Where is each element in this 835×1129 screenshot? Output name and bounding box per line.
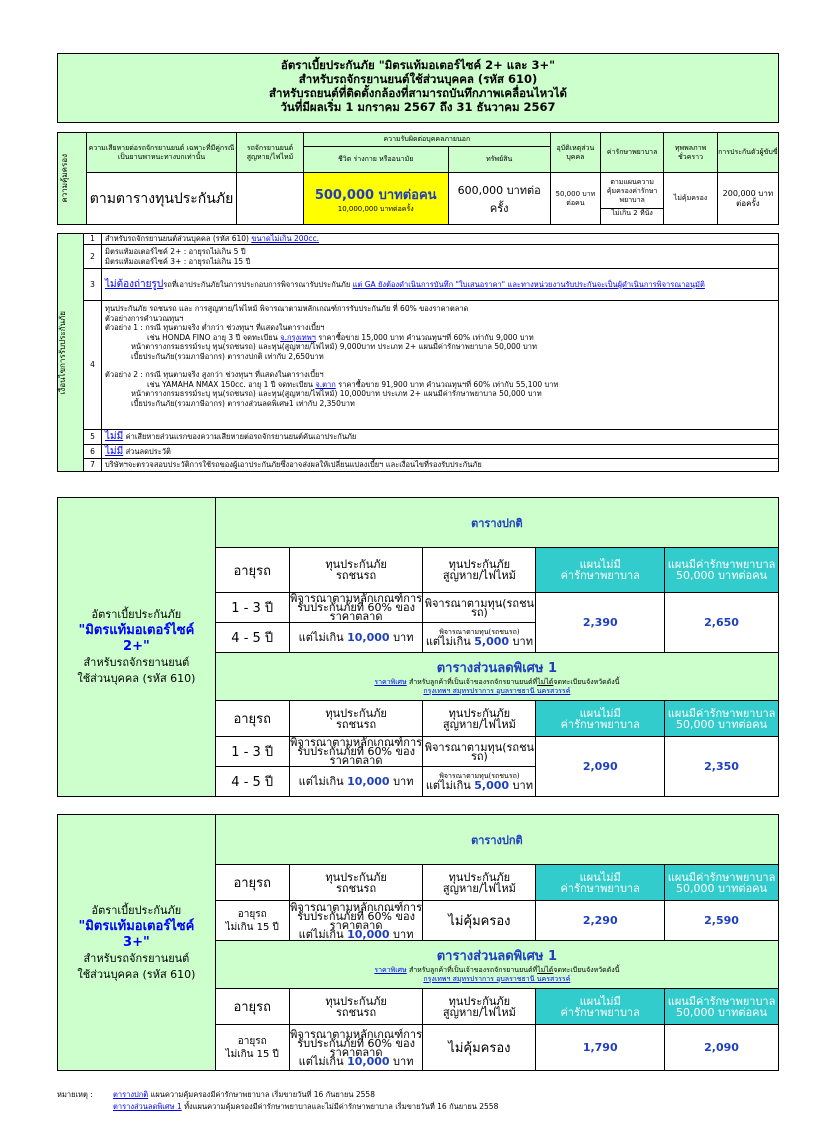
plan2-discount-header: ตารางส่วนลดพิเศษ 1 ราคาพิเศษ สำหรับลูกค้าที่เป็นเจ้าของรถจักรยานยนต์ที่ไม่ได้จดทะเบียนจังหวัดดังนี้ กรุงเทพฯ สมุทรปราการ อุบลราชธานี นครสวรรค์ xyxy=(215,653,778,701)
cap-collision: แต่ไม่เกิน 10,000 บาท xyxy=(289,767,423,797)
coverage-col3-head: ความรับผิดต่อบุคคลภายนอก xyxy=(303,133,550,147)
criteria-theft-fire: พิจารณาตามทุน(รถชนรถ) xyxy=(423,593,536,623)
discount-price-medical: 2,350 xyxy=(665,737,779,797)
coverage-bail-bond: 200,000 บาทต่อครั้ง xyxy=(717,173,778,225)
head-sum-theft-fire: ทุนประกันภัย สูญหาย/ไฟไหม้ xyxy=(423,989,536,1025)
plan3-rate-table xyxy=(57,814,779,1071)
coverage-col2-head: รถจักรยานยนต์ สูญหาย/ไฟไหม้ xyxy=(237,133,304,173)
condition-row-2: มิตรแท้มอเตอร์ไซค์ 2+ : อายุรถไม่เกิน 5 ปี มิตรแท้มอเตอร์ไซค์ 3+ : อายุรถไม่เกิน 15 ปี xyxy=(102,245,779,269)
coverage-third-party-life: 500,000 บาทต่อคน 10,000,000 บาทต่อครั้ง xyxy=(303,173,448,225)
head-plan-no-medical: แผนไม่มี ค่ารักษาพยาบาล xyxy=(536,548,665,593)
special-price-link[interactable]: ราคาพิเศษ xyxy=(374,678,407,686)
condition-row-4: ทุนประกันภัย รถชนรถ และ การสูญหาย/ไฟไหม้ พิจารณาตามหลักเกณฑ์การรับประกันภัย ที่ 60% ของราคาตลาด ตัวอย่างการคำนวณทุนฯ ตัวอย่าง 1 : กรณี ทุนตามจริง ต่ำกว่า ช่วงทุนฯ ที่แสดงในตารางเบี้ยฯ เช่น HONDA FINO อายุ 3 ปี จดทะเบียน จ.กรุงเทพฯ ราคาซื้อขาย 15,000 บาท คำนวณทุนฯที่ 60% เท่ากับ 9,000 บาท หน้าตารางกรมธรรม์ระบุ ทุน(รถชนรถ) และทุน(สูญหาย/ไฟไหม้) 9,000บาท ประเภท 2+ แผนมีค่ารักษาพยาบาล 50,000 บาท เบี้ยประกันภัย(รวมภาษีอากร) ตารางปกติ เท่ากับ 2,650บาท ตัวอย่าง 2 : กรณี ทุนตามจริง สูงกว่า ช่วงทุนฯ ที่แสดงในตารางเบี้ยฯ เช่น YAMAHA NMAX 150cc. อายุ 1 ปี จดทะเบียน จ.ตาก ราคาซื้อขาย 91,900 บาท คำนวณทุนฯที่ 60% เท่ากับ 55,100 บาท หน้าตารางกรมธรรม์ระบุ ทุน(รถชนรถ) และทุน(สูญหาย/ไฟไหม้) 10,000บาท ประเภท 2+ แผนมีค่ารักษาพยาบาล 50,000 บาท เบี้ยประกันภัย(รวมภาษีอากร) ตารางส่วนลดพิเศษ1 เท่ากับ 2,350บาท xyxy=(102,301,779,430)
age-up-to-15: อายุรถ ไม่เกิน 15 ปี xyxy=(215,1025,289,1071)
condition-row-6: ไม่มี ส่วนลดประวัติ xyxy=(102,445,779,459)
ga-quote-link[interactable]: แต่ GA ยังต้องดำเนินการบันทึก "ใบเสนอราคา" และทางหน่วยงานรับประกันจะเป็นผู้ดำเนินการพิจารณาอนุมัติ xyxy=(352,279,705,289)
criteria-collision: พิจารณาตามหลักเกณฑ์การรับประกันภัยที่ 60% ของราคาตลาด แต่ไม่เกิน 10,000 บาท xyxy=(289,1025,423,1071)
head-plan-medical: แผนมีค่ารักษาพยาบาล 50,000 บาทต่อคน xyxy=(665,865,779,901)
head-plan-medical: แผนมีค่ารักษาพยาบาล 50,000 บาทต่อคน xyxy=(665,989,779,1025)
head-plan-no-medical: แผนไม่มี ค่ารักษาพยาบาล xyxy=(536,865,665,901)
head-sum-collision: ทุนประกันภัย รถชนรถ xyxy=(289,701,423,737)
notes: หมายเหตุ : ตารางปกติ แผนความคุ้มครองมีค่ารักษาพยาบาล เริ่มขายวันที่ 16 กันยายน 2558 ตารางส่วนลดพิเศษ 1 ทั้งแผนความคุ้มครองมีค่ารักษาพยาบาลและไม่มีค่ารักษาพยาบาล เริ่มขายวันที่ 16 กันยายน 2558 xyxy=(57,1090,499,1111)
criteria-collision: พิจารณาตามหลักเกณฑ์การรับประกันภัยที่ 60% ของราคาตลาด xyxy=(290,736,423,767)
coverage-col3b-head: ทรัพย์สิน xyxy=(448,147,550,173)
conditions-table xyxy=(57,233,779,472)
criteria-theft-fire: พิจารณาตามทุน(รถชนรถ) xyxy=(423,737,536,767)
coverage-table xyxy=(57,132,779,225)
header-effective-date: วันที่มีผลเริ่ม 1 มกราคม 2567 ถึง 31 ธันวาคม 2567 xyxy=(280,100,556,114)
head-age: อายุรถ xyxy=(215,701,289,737)
normal-price-no-medical: 2,290 xyxy=(536,901,665,941)
condition-number: 5 xyxy=(84,430,102,445)
condition-number: 4 xyxy=(84,301,102,430)
coverage-personal-accident: 50,000 บาท ต่อคน xyxy=(550,173,600,225)
coverage-col7-head: การประกันตัวผู้ขับขี่ xyxy=(717,133,778,173)
conditions-side-label: เงื่อนไขการรับประกันภัย xyxy=(58,234,84,472)
coverage-third-party-property: 600,000 บาทต่อครั้ง xyxy=(448,173,550,225)
cap-collision: แต่ไม่เกิน 10,000 บาท xyxy=(289,623,423,653)
special-price-link[interactable]: ราคาพิเศษ xyxy=(374,966,407,974)
age-up-to-15: อายุรถ ไม่เกิน 15 ปี xyxy=(215,901,289,941)
header-title: อัตราเบี้ยประกันภัย "มิตรแท้มอเตอร์ไซค์ 2+ และ 3+" xyxy=(280,58,556,72)
notes-label: หมายเหตุ : xyxy=(57,1090,93,1099)
age-4-5: 4 - 5 ปี xyxy=(215,767,289,797)
age-4-5: 4 - 5 ปี xyxy=(215,623,289,653)
head-sum-theft-fire: ทุนประกันภัย สูญหาย/ไฟไหม้ xyxy=(423,701,536,737)
head-plan-no-medical: แผนไม่มี ค่ารักษาพยาบาล xyxy=(536,989,665,1025)
head-sum-collision: ทุนประกันภัย รถชนรถ xyxy=(289,989,423,1025)
plan3-label: อัตราเบี้ยประกันภัย "มิตรแท้มอเตอร์ไซค์ 3+" สำหรับรถจักรยานยนต์ ใช้ส่วนบุคคล (รหัส 610) xyxy=(58,815,216,1071)
plan3-discount-header: ตารางส่วนลดพิเศษ 1 ราคาพิเศษ สำหรับลูกค้าที่เป็นเจ้าของรถจักรยานยนต์ที่ไม่ได้จดทะเบียนจังหวัดดังนี้ กรุงเทพฯ สมุทรปราการ อุบลราชธานี นครสวรรค์ xyxy=(215,941,778,989)
condition-number: 3 xyxy=(84,269,102,301)
coverage-sum-insured: ตามตารางทุนประกันภัย xyxy=(86,173,236,225)
no-photo-link[interactable]: ไม่ต้องถ่ายรูป xyxy=(105,278,164,290)
note-normal-link[interactable]: ตารางปกติ xyxy=(113,1090,149,1099)
coverage-col5-head: ค่ารักษาพยาบาล xyxy=(600,133,663,173)
head-sum-collision: ทุนประกันภัย รถชนรถ xyxy=(289,865,423,901)
plan3-normal-title: ตารางปกติ xyxy=(215,815,778,865)
head-sum-collision: ทุนประกันภัย รถชนรถ xyxy=(289,548,423,593)
age-1-3: 1 - 3 ปี xyxy=(215,593,289,623)
coverage-col3a-head: ชีวิต ร่างกาย หรืออนามัย xyxy=(303,147,448,173)
criteria-collision: พิจารณาตามหลักเกณฑ์การรับประกันภัยที่ 60% ของราคาตลาด xyxy=(290,592,423,623)
engine-size-link[interactable]: ขนาดไม่เกิน 200cc. xyxy=(251,234,319,244)
theft-fire-not-covered: ไม่คุ้มครอง xyxy=(423,1025,536,1071)
bangkok-link[interactable]: จ.กรุงเทพฯ xyxy=(280,332,316,342)
head-plan-medical: แผนมีค่ารักษาพยาบาล 50,000 บาทต่อคน xyxy=(665,548,779,593)
age-1-3: 1 - 3 ปี xyxy=(215,737,289,767)
tak-link[interactable]: จ.ตาก xyxy=(315,379,336,389)
coverage-col4-head: อุบัติเหตุส่วนบุคคล xyxy=(550,133,600,173)
theft-fire-not-covered: ไม่คุ้มครอง xyxy=(423,901,536,941)
history-discount-none-link[interactable]: ไม่มี xyxy=(105,445,124,457)
coverage-col1-head: ความเสียหายต่อรถจักรยานยนต์ เฉพาะที่มีคู่กรณีเป็นยานพาหนะทางบกเท่านั้น xyxy=(86,133,236,173)
condition-number: 2 xyxy=(84,245,102,269)
condition-row-1: สำหรับรถจักรยานยนต์ส่วนบุคคล (รหัส 610) ขนาดไม่เกิน 200cc. xyxy=(102,234,779,245)
head-plan-no-medical: แผนไม่มี ค่ารักษาพยาบาล xyxy=(536,701,665,737)
note-discount-link[interactable]: ตารางส่วนลดพิเศษ 1 xyxy=(113,1102,182,1111)
normal-price-medical: 2,650 xyxy=(665,593,779,653)
head-sum-theft-fire: ทุนประกันภัย สูญหาย/ไฟไหม้ xyxy=(423,865,536,901)
discount-price-medical: 2,090 xyxy=(665,1025,779,1071)
plan2-label: อัตราเบี้ยประกันภัย "มิตรแท้มอเตอร์ไซค์ 2+" สำหรับรถจักรยานยนต์ ใช้ส่วนบุคคล (รหัส 610) xyxy=(58,498,216,797)
head-sum-theft-fire: ทุนประกันภัย สูญหาย/ไฟไหม้ xyxy=(423,548,536,593)
condition-row-3: ไม่ต้องถ่ายรูปรถที่เอาประกันภัยในการประกอบการพิจารณารับประกันภัย แต่ GA ยังต้องดำเนินการบันทึก "ใบเสนอราคา" และทางหน่วยงานรับประกันจะเป็นผู้ดำเนินการพิจารณาอนุมัติ xyxy=(102,269,779,301)
header-camera-note: สำหรับรถยนต์ที่ติดตั้งกล้องที่สามารถบันทึกภาพเคลื่อนไหวได้ xyxy=(269,86,567,100)
normal-price-no-medical: 2,390 xyxy=(536,593,665,653)
deductible-none-link[interactable]: ไม่มี xyxy=(105,431,124,443)
page-header xyxy=(57,53,779,123)
condition-row-7: บริษัทฯจะตรวจสอบประวัติการใช้รถของผู้เอาประกันภัยซึ่งอาจส่งผลให้เปลี่ยนแปลงเบี้ยฯ และเงื่อนไขที่รองรับประกันภัย xyxy=(102,459,779,472)
header-subtitle: สำหรับรถจักรยานยนต์ใช้ส่วนบุคคล (รหัส 610) xyxy=(298,72,538,86)
head-age: อายุรถ xyxy=(215,865,289,901)
head-plan-medical: แผนมีค่ารักษาพยาบาล 50,000 บาทต่อคน xyxy=(665,701,779,737)
provinces-link[interactable]: กรุงเทพฯ สมุทรปราการ อุบลราชธานี นครสวรรค์ xyxy=(423,687,571,695)
coverage-medical: ตามแผนความคุ้มครองค่ารักษาพยาบาล ไม่เกิน 2 ที่นั่ง xyxy=(600,173,663,225)
coverage-side-label: ความคุ้มครอง xyxy=(58,133,87,225)
coverage-temporary-disability: ไม่คุ้มครอง xyxy=(664,173,717,225)
head-age: อายุรถ xyxy=(215,548,289,593)
condition-number: 6 xyxy=(84,445,102,459)
condition-number: 1 xyxy=(84,234,102,245)
cap-theft-fire: พิจารณาตามทุน(รถชนรถ) แต่ไม่เกิน 5,000 บาท xyxy=(423,767,536,797)
condition-number: 7 xyxy=(84,459,102,472)
provinces-link[interactable]: กรุงเทพฯ สมุทรปราการ อุบลราชธานี นครสวรรค์ xyxy=(423,975,571,983)
cap-theft-fire: พิจารณาตามทุน(รถชนรถ) แต่ไม่เกิน 5,000 บาท xyxy=(423,623,536,653)
coverage-col6-head: ทุพพลภาพชั่วคราว xyxy=(664,133,717,173)
criteria-collision: พิจารณาตามหลักเกณฑ์การรับประกันภัยที่ 60% ของราคาตลาด แต่ไม่เกิน 10,000 บาท xyxy=(290,900,423,941)
condition-row-5: ไม่มี ค่าเสียหายส่วนแรกของความเสียหายต่อรถจักรยานยนต์คันเอาประกันภัย xyxy=(102,430,779,445)
plan2-rate-table xyxy=(57,497,779,797)
discount-price-no-medical: 1,790 xyxy=(536,1025,665,1071)
normal-price-medical: 2,590 xyxy=(665,901,779,941)
plan2-normal-title: ตารางปกติ xyxy=(215,498,778,548)
discount-price-no-medical: 2,090 xyxy=(536,737,665,797)
head-age: อายุรถ xyxy=(215,989,289,1025)
